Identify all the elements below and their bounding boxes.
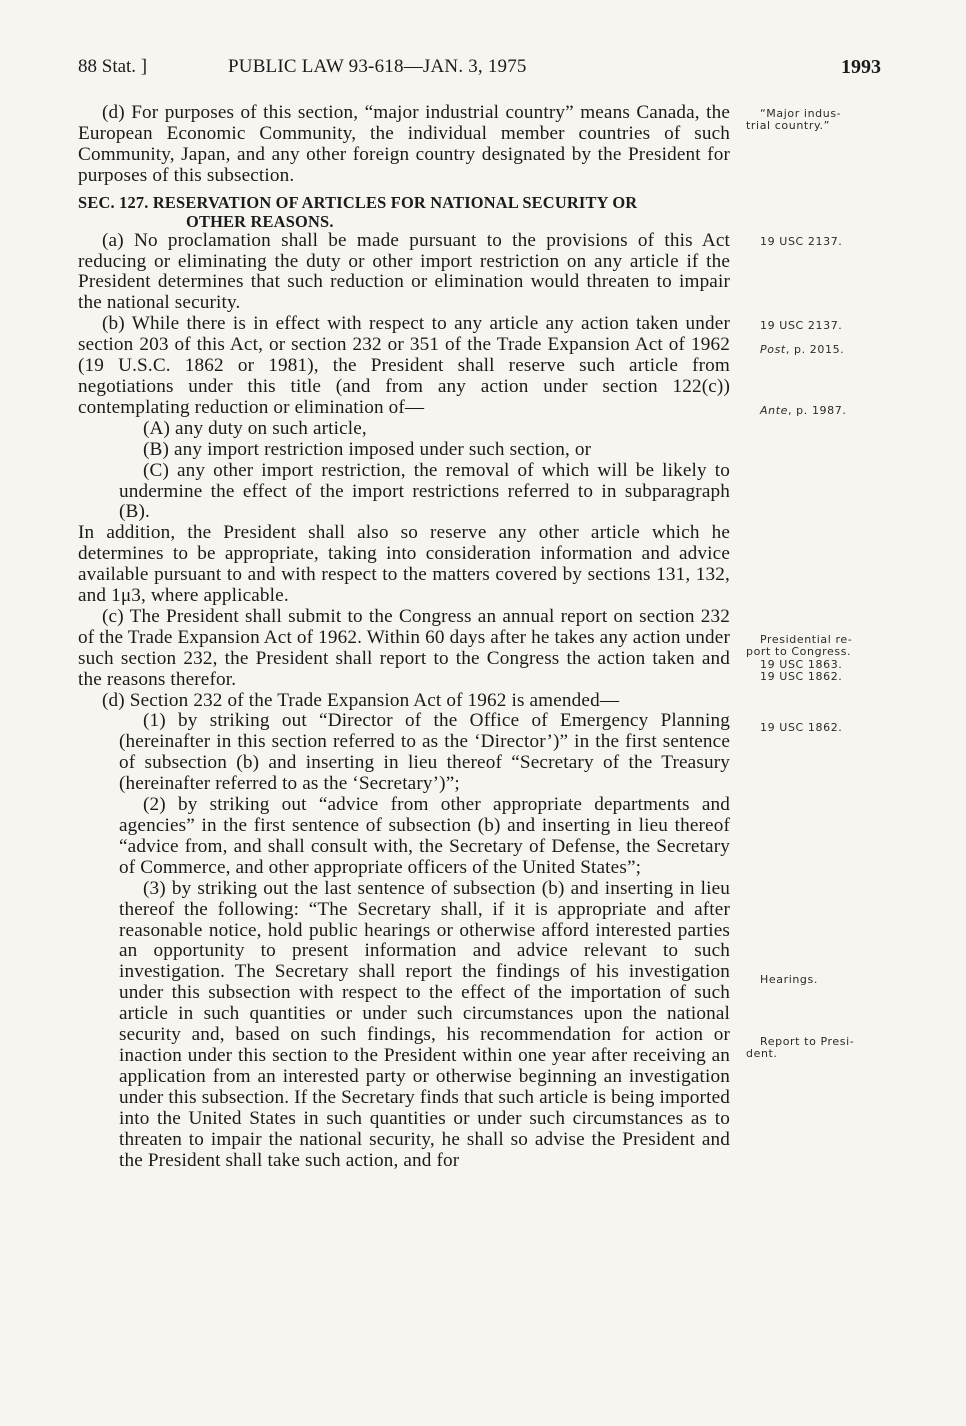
- page-number: 1993: [841, 56, 881, 78]
- margin-note-line: port to Congress.: [746, 645, 852, 659]
- body-text: [78, 103, 730, 1171]
- subparagraph-C: (C) any other import restriction, the removal of which will be likely to undermine the effect of the import restrictions referred to in subparagraph (B).: [119, 459, 730, 523]
- margin-note-line: 19 USC 1863.: [760, 657, 843, 671]
- law-title: PUBLIC LAW 93-618—JAN. 3, 1975: [228, 56, 527, 77]
- margin-note-line: 19 USC 1862.: [760, 670, 843, 684]
- margin-note-major-industrial-country: [746, 108, 886, 133]
- paragraph-b: (b) While there is in effect with respect to any article any action taken under section 203 of this Act, or section 232 or 351 of the Trade Expansion Act of 1962 (19 U.S.C. 1862 or 1981), the President shall reserve such article from negotiations under this title (and from any action under section 122(c)) contemplating reduction or elimination of—: [78, 313, 730, 418]
- paragraph-a: (a) No proclamation shall be made pursuant to the provisions of this Act reducing or eliminating the duty or other import restriction on any article if the President determines that such reduction or elimination would threaten to impair the national security.: [78, 229, 730, 314]
- margin-note-line: trial country.”: [746, 119, 830, 133]
- post-page: , p. 2015.: [785, 343, 845, 356]
- margin-note-post: [760, 344, 900, 356]
- ante-label: Ante: [760, 404, 788, 417]
- margin-note-line: Report to Presi-: [760, 1035, 855, 1048]
- margin-note-usc-2137-a: 19 USC 2137.: [760, 235, 843, 248]
- subparagraph-A: (A) any duty on such article,: [143, 417, 367, 439]
- margin-note-usc-1862: 19 USC 1862.: [760, 721, 843, 734]
- margin-note-report-to-president: [746, 1036, 886, 1061]
- amendment-1: (1) by striking out “Director of the Office of Emergency Planning (hereinafter in this section referred to as the ‘Director’)” in the first sentence of subsection (b) and inserting in lieu thereof “Secretary of the Treasury (hereinafter referred to as the ‘Secretary’)”;: [119, 710, 730, 795]
- margin-note-line: dent.: [746, 1047, 778, 1061]
- section-heading: [78, 193, 730, 231]
- margin-note-presidential-report: [746, 634, 886, 684]
- ante-page: , p. 1987.: [787, 404, 847, 417]
- statute-reference: 88 Stat. ]: [78, 56, 148, 77]
- margin-note-line: “Major indus-: [760, 107, 842, 120]
- margin-note-usc-2137-b: 19 USC 2137.: [760, 319, 843, 332]
- subparagraph-B: (B) any import restriction imposed under such section, or: [143, 438, 592, 460]
- margin-note-hearings: Hearings.: [760, 973, 818, 986]
- post-label: Post: [760, 343, 786, 356]
- margin-note-ante: [760, 405, 900, 417]
- amendment-2: (2) by striking out “advice from other appropriate departments and agencies” in the first sentence of subsection (b) and inserting in lieu thereof “advice from, and shall consult with, the Secretary of Defense, the Secretary of Commerce, and other appropriate officers of the United States”;: [119, 794, 730, 878]
- section-heading-line-1: SEC. 127. RESERVATION OF ARTICLES FOR NATIONAL SECURITY OR: [78, 192, 638, 212]
- paragraph-major-industrial-country: (d) For purposes of this section, “major industrial country” means Canada, the European Economic Community, the individual member countries of such Community, Japan, and any other foreign country designated by the President for purposes of this subsection.: [78, 102, 730, 186]
- section-heading-line-2: OTHER REASONS.: [186, 211, 334, 231]
- paragraph-d-amend: (d) Section 232 of the Trade Expansion Act of 1962 is amended—: [102, 689, 620, 711]
- paragraph-addition: In addition, the President shall also so reserve any other article which he determines to be appropriate, taking into consideration information and advice available pursuant to and with respect to the matters covered by sections 131, 132, and 1μ3, where applicable.: [78, 522, 730, 607]
- page-header: [78, 56, 881, 86]
- paragraph-c: (c) The President shall submit to the Congress an annual report on section 232 of the Trade Expansion Act of 1962. Within 60 days after he takes any action under such section 232, the President shall report to the Congress the action taken and the reasons therefor.: [78, 605, 730, 690]
- amendment-3: (3) by striking out the last sentence of subsection (b) and inserting in lieu thereof the following: “The Secretary shall, if it is appropriate and after reasonable notice, hold public hearings or otherwise afford interested parties an opportunity to present information and advice relevant to such investigation. The Secretary shall report the findings of his investigation under this subsection with respect to the effect of the importation of such article in such quantities or under such circumstances upon the national security and, based on such findings, his recommendation for action or inaction under this section to the President within one year after receiving an application from an interested party or otherwise beginning an investigation under this subsection. If the Secretary finds that such article is being imported into the United States in such quantities or under such circumstances as to threaten to impair the national security, he shall so advise the President and the President shall take such action, and for: [119, 877, 730, 1171]
- margin-note-line: Presidential re-: [760, 633, 853, 646]
